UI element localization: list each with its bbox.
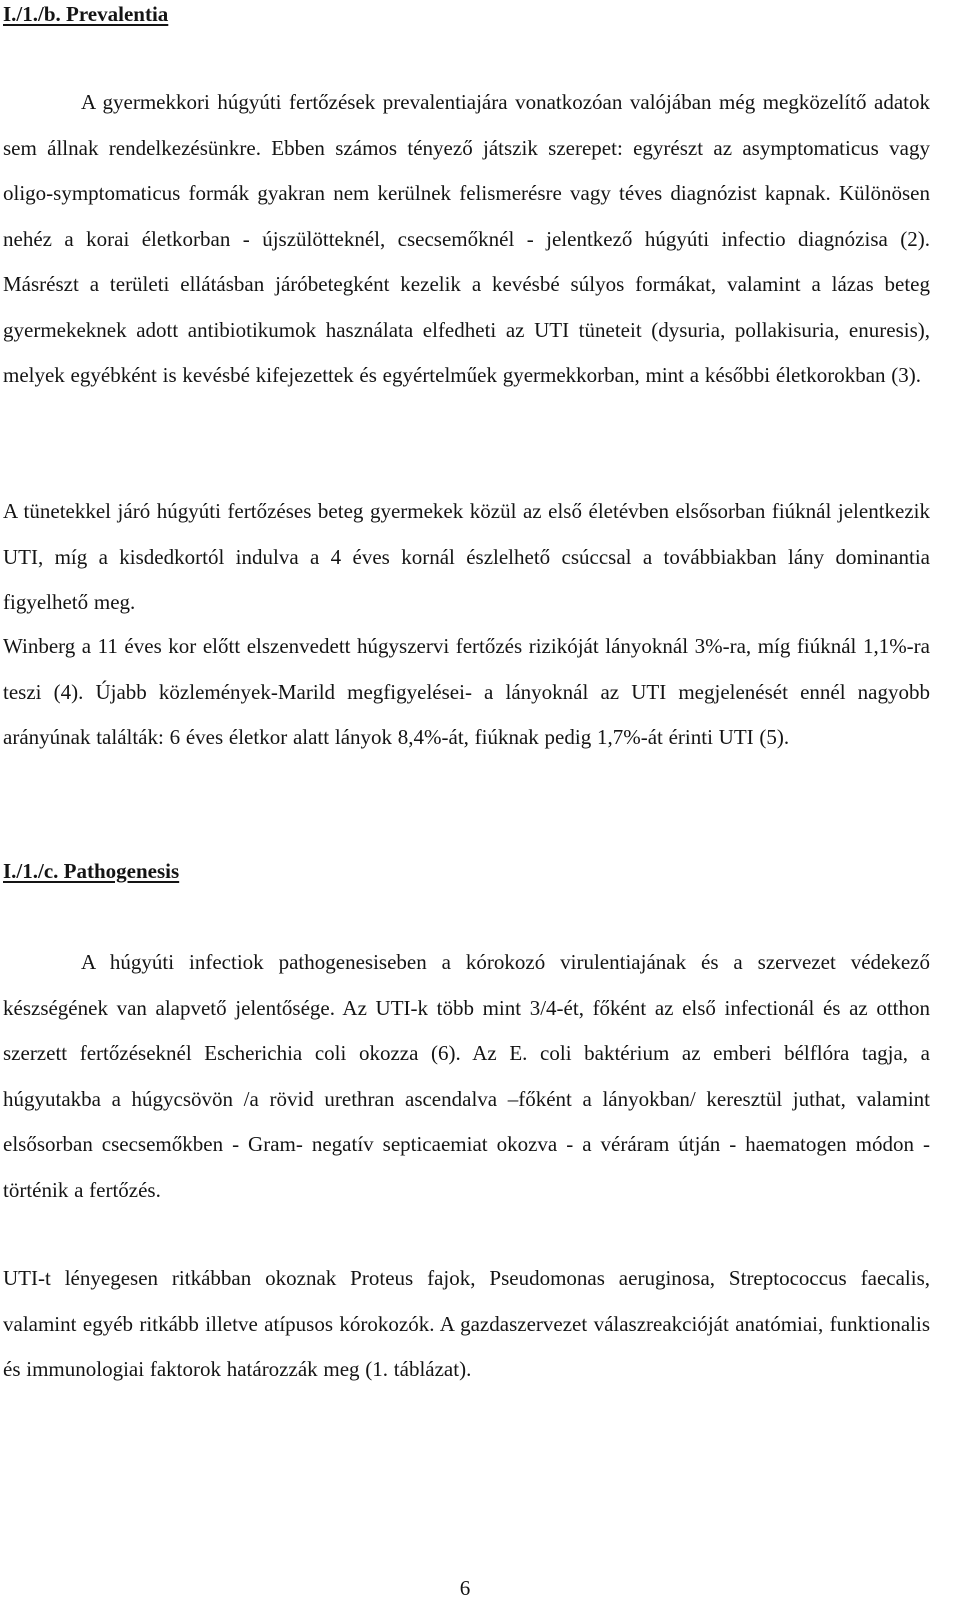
section-heading-prevalentia: I./1./b. Prevalentia	[3, 2, 169, 26]
paragraph-prevalentia-intro: A gyermekkori húgyúti fertőzések prevalentiajára vonatkozóan valójában még megközelítő adatok sem állnak rendelkezésünkre. Ebben számos tényező játszik szerepet: egyrészt az asymptomaticus vagy oligo-symptomaticus formák gyakran nem kerülnek felismerésre vagy téves diagnózist kapnak. Különösen nehéz a korai életkorban - újszülötteknél, csecsemőknél - jelentkező húgyúti infectio diagnózisa (2). Másrészt a területi ellátásban járóbetegként kezelik a kevésbé súlyos formákat, valamint a lázas beteg gyermekeknek adott antibiotikumok használata elfedheti az UTI tüneteit (dysuria, pollakisuria, enuresis), melyek egyébként is kevésbé kifejezettek és egyértelműek gyermekkorban, mint a későbbi életkorokban (3).	[3, 90, 930, 387]
paragraph-prevalentia-winberg: Winberg a 11 éves kor előtt elszenvedett húgyszervi fertőzés rizikóját lányoknál 3%-ra, míg fiúknál 1,1%-ra teszi (4). Újabb közlemények-Marild megfigyelései- a lányoknál az UTI megjelenését ennél nagyobb arányúnak találták: 6 éves életkor alatt lányok 8,4%-át, fiúknak pedig 1,7%-át érinti UTI (5).	[3, 634, 930, 749]
paragraph-prevalentia-symptoms: A tünetekkel járó húgyúti fertőzéses beteg gyermekek közül az első életévben elsősorban fiúknál jelentkezik UTI, míg a kisdedkortól indulva a 4 éves kornál észlelhető csúccsal a továbbiakban lány dominantia figyelhető meg.	[3, 499, 930, 614]
paragraph-pathogenesis-pathogens: UTI-t lényegesen ritkábban okoznak Proteus fajok, Pseudomonas aeruginosa, Streptococcus faecalis, valamint egyéb ritkább illetve atípusos kórokozók. A gazdaszervezet válaszreakcióját anatómiai, funktionalis és immunologiai faktorok határozzák meg (1. táblázat).	[3, 1266, 930, 1381]
section-heading-pathogenesis: I./1./c. Pathogenesis	[3, 859, 180, 883]
paragraph-pathogenesis-intro: A húgyúti infectiok pathogenesiseben a kórokozó virulentiajának és a szervezet védekező készségének van alapvető jelentősége. Az UTI-k több mint 3/4-ét, főként az első infectionál és az otthon szerzett fertőzéseknél Escherichia coli okozza (6). Az E. coli baktérium az emberi bélflóra tagja, a húgyutakba a húgycsövön /a rövid urethran ascendalva –főként a lányokban/ keresztül juthat, valamint elsősorban csecsemőkben - Gram- negatív septicaemiat okozva - a véráram útján - haematogen módon - történik a fertőzés.	[3, 950, 930, 1202]
page-number: 6	[459, 1576, 471, 1600]
